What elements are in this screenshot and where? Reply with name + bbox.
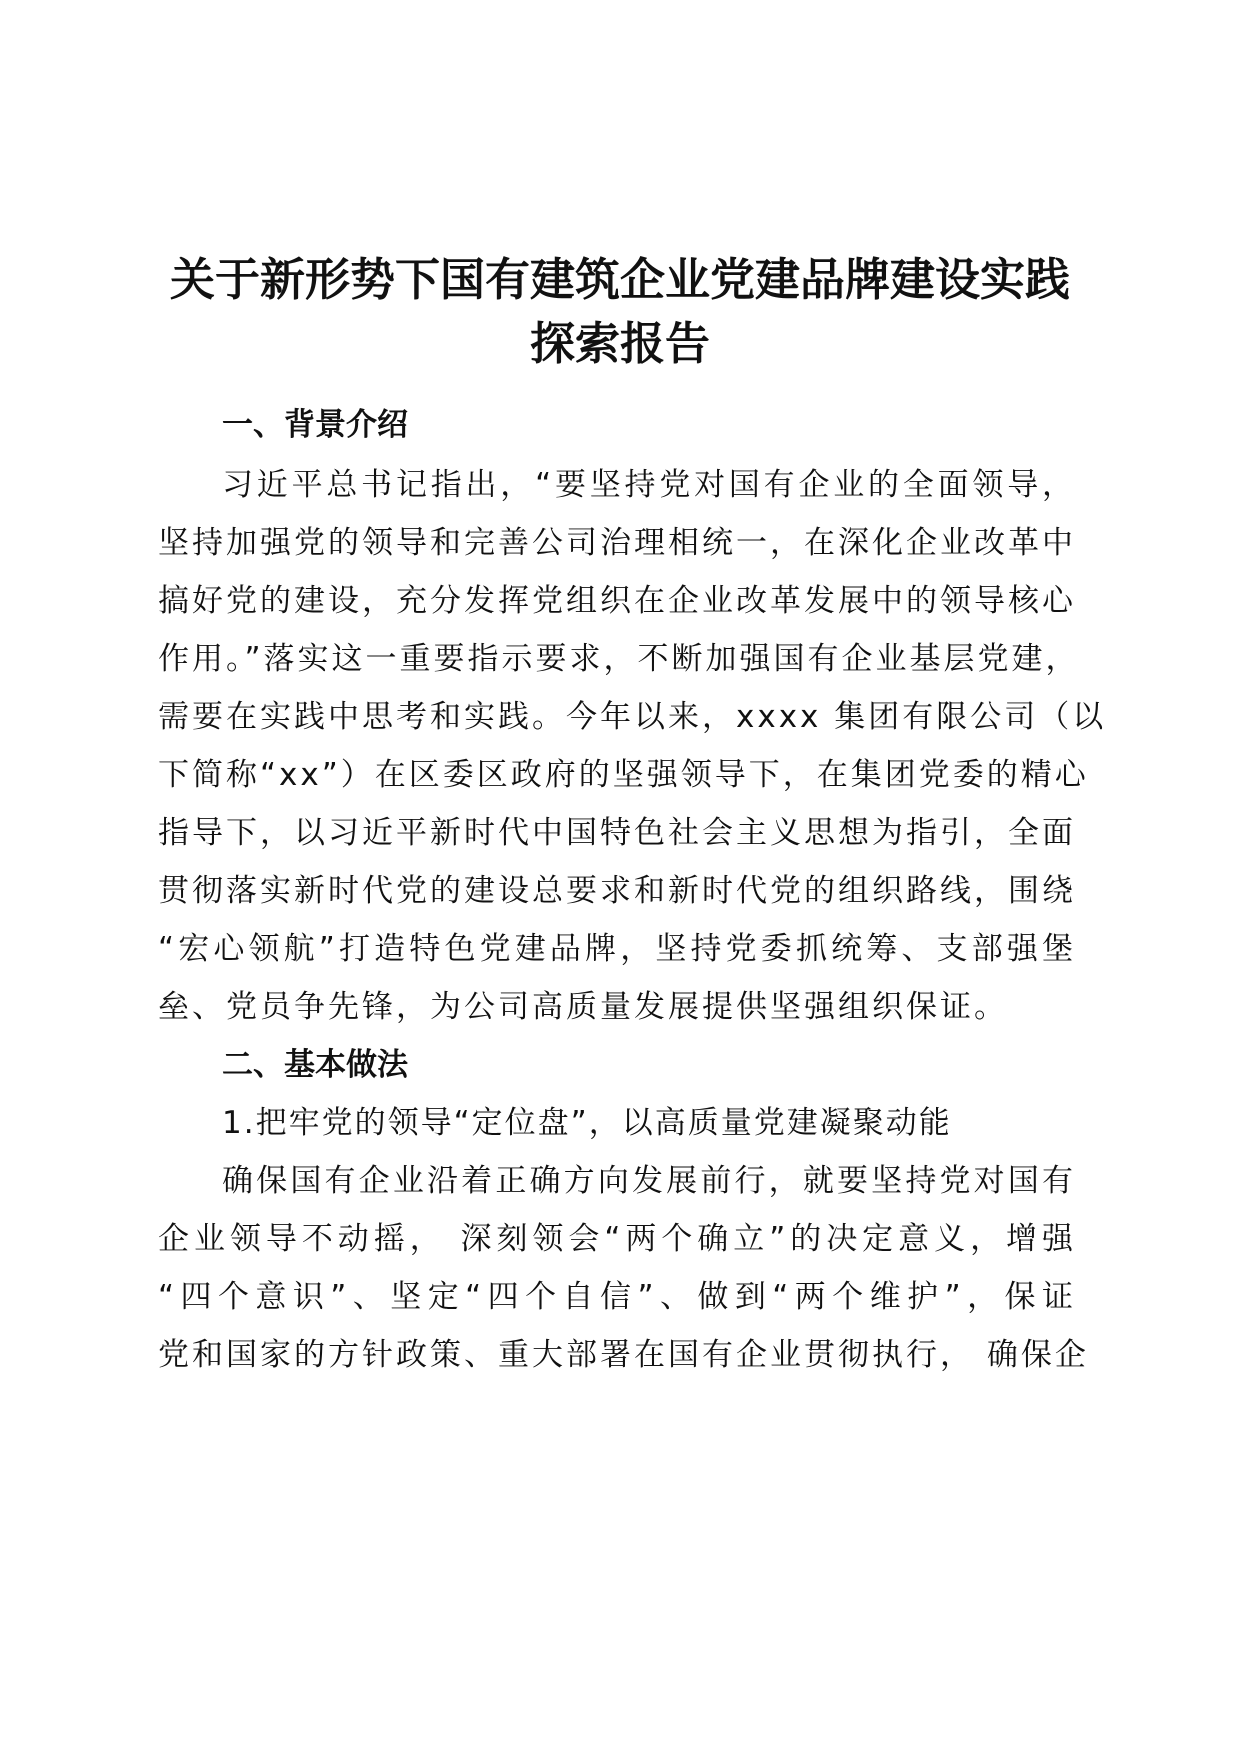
paragraph-line: 指导下，以习近平新时代中国特色社会主义思想为指引，全面 xyxy=(158,815,1076,851)
paragraph-line: 搞好党的建设，充分发挥党组织在企业改革发展中的领导核心 xyxy=(158,583,1076,619)
paragraph-line: 贯彻落实新时代党的建设总要求和新时代党的组织路线，围绕 xyxy=(158,873,1076,909)
paragraph-line: 习近平总书记指出，“要坚持党对国有企业的全面领导， xyxy=(222,467,1076,503)
paragraph-line: “四个意识”、坚定“四个自信”、做到“两个维护”，保证 xyxy=(158,1279,1076,1315)
document-title-line-1: 关于新形势下国有建筑企业党建品牌建设实践 xyxy=(169,253,1070,306)
section-heading-background: 一、背景介绍 xyxy=(222,407,408,443)
paragraph-line: 党和国家的方针政策、重大部署在国有企业贯彻执行， 确保企 xyxy=(158,1337,1089,1373)
subsection-heading: 1.把牢党的领导“定位盘”，以高质量党建凝聚动能 xyxy=(222,1105,952,1141)
paragraph-line: 作用。”落实这一重要指示要求，不断加强国有企业基层党建， xyxy=(158,641,1080,677)
paragraph-line: 确保国有企业沿着正确方向发展前行，就要坚持党对国有 xyxy=(222,1163,1076,1199)
paragraph-line: 坚持加强党的领导和完善公司治理相统一，在深化企业改革中 xyxy=(158,525,1076,561)
paragraph-line: 下简称“xx”）在区委区政府的坚强领导下，在集团党委的精心 xyxy=(158,757,1089,793)
paragraph-line: “宏心领航”打造特色党建品牌，坚持党委抓统筹、支部强堡 xyxy=(158,931,1076,967)
paragraph-line: 企业领导不动摇， 深刻领会“两个确立”的决定意义，增强 xyxy=(158,1221,1076,1257)
paragraph-line: 垒、党员争先锋，为公司高质量发展提供坚强组织保证。 xyxy=(158,989,1008,1025)
section-heading-basic-practices: 二、基本做法 xyxy=(222,1047,408,1083)
paragraph-line: 需要在实践中思考和实践。今年以来，xxxx 集团有限公司（以 xyxy=(158,699,1107,735)
document-title-line-2: 探索报告 xyxy=(529,317,710,370)
